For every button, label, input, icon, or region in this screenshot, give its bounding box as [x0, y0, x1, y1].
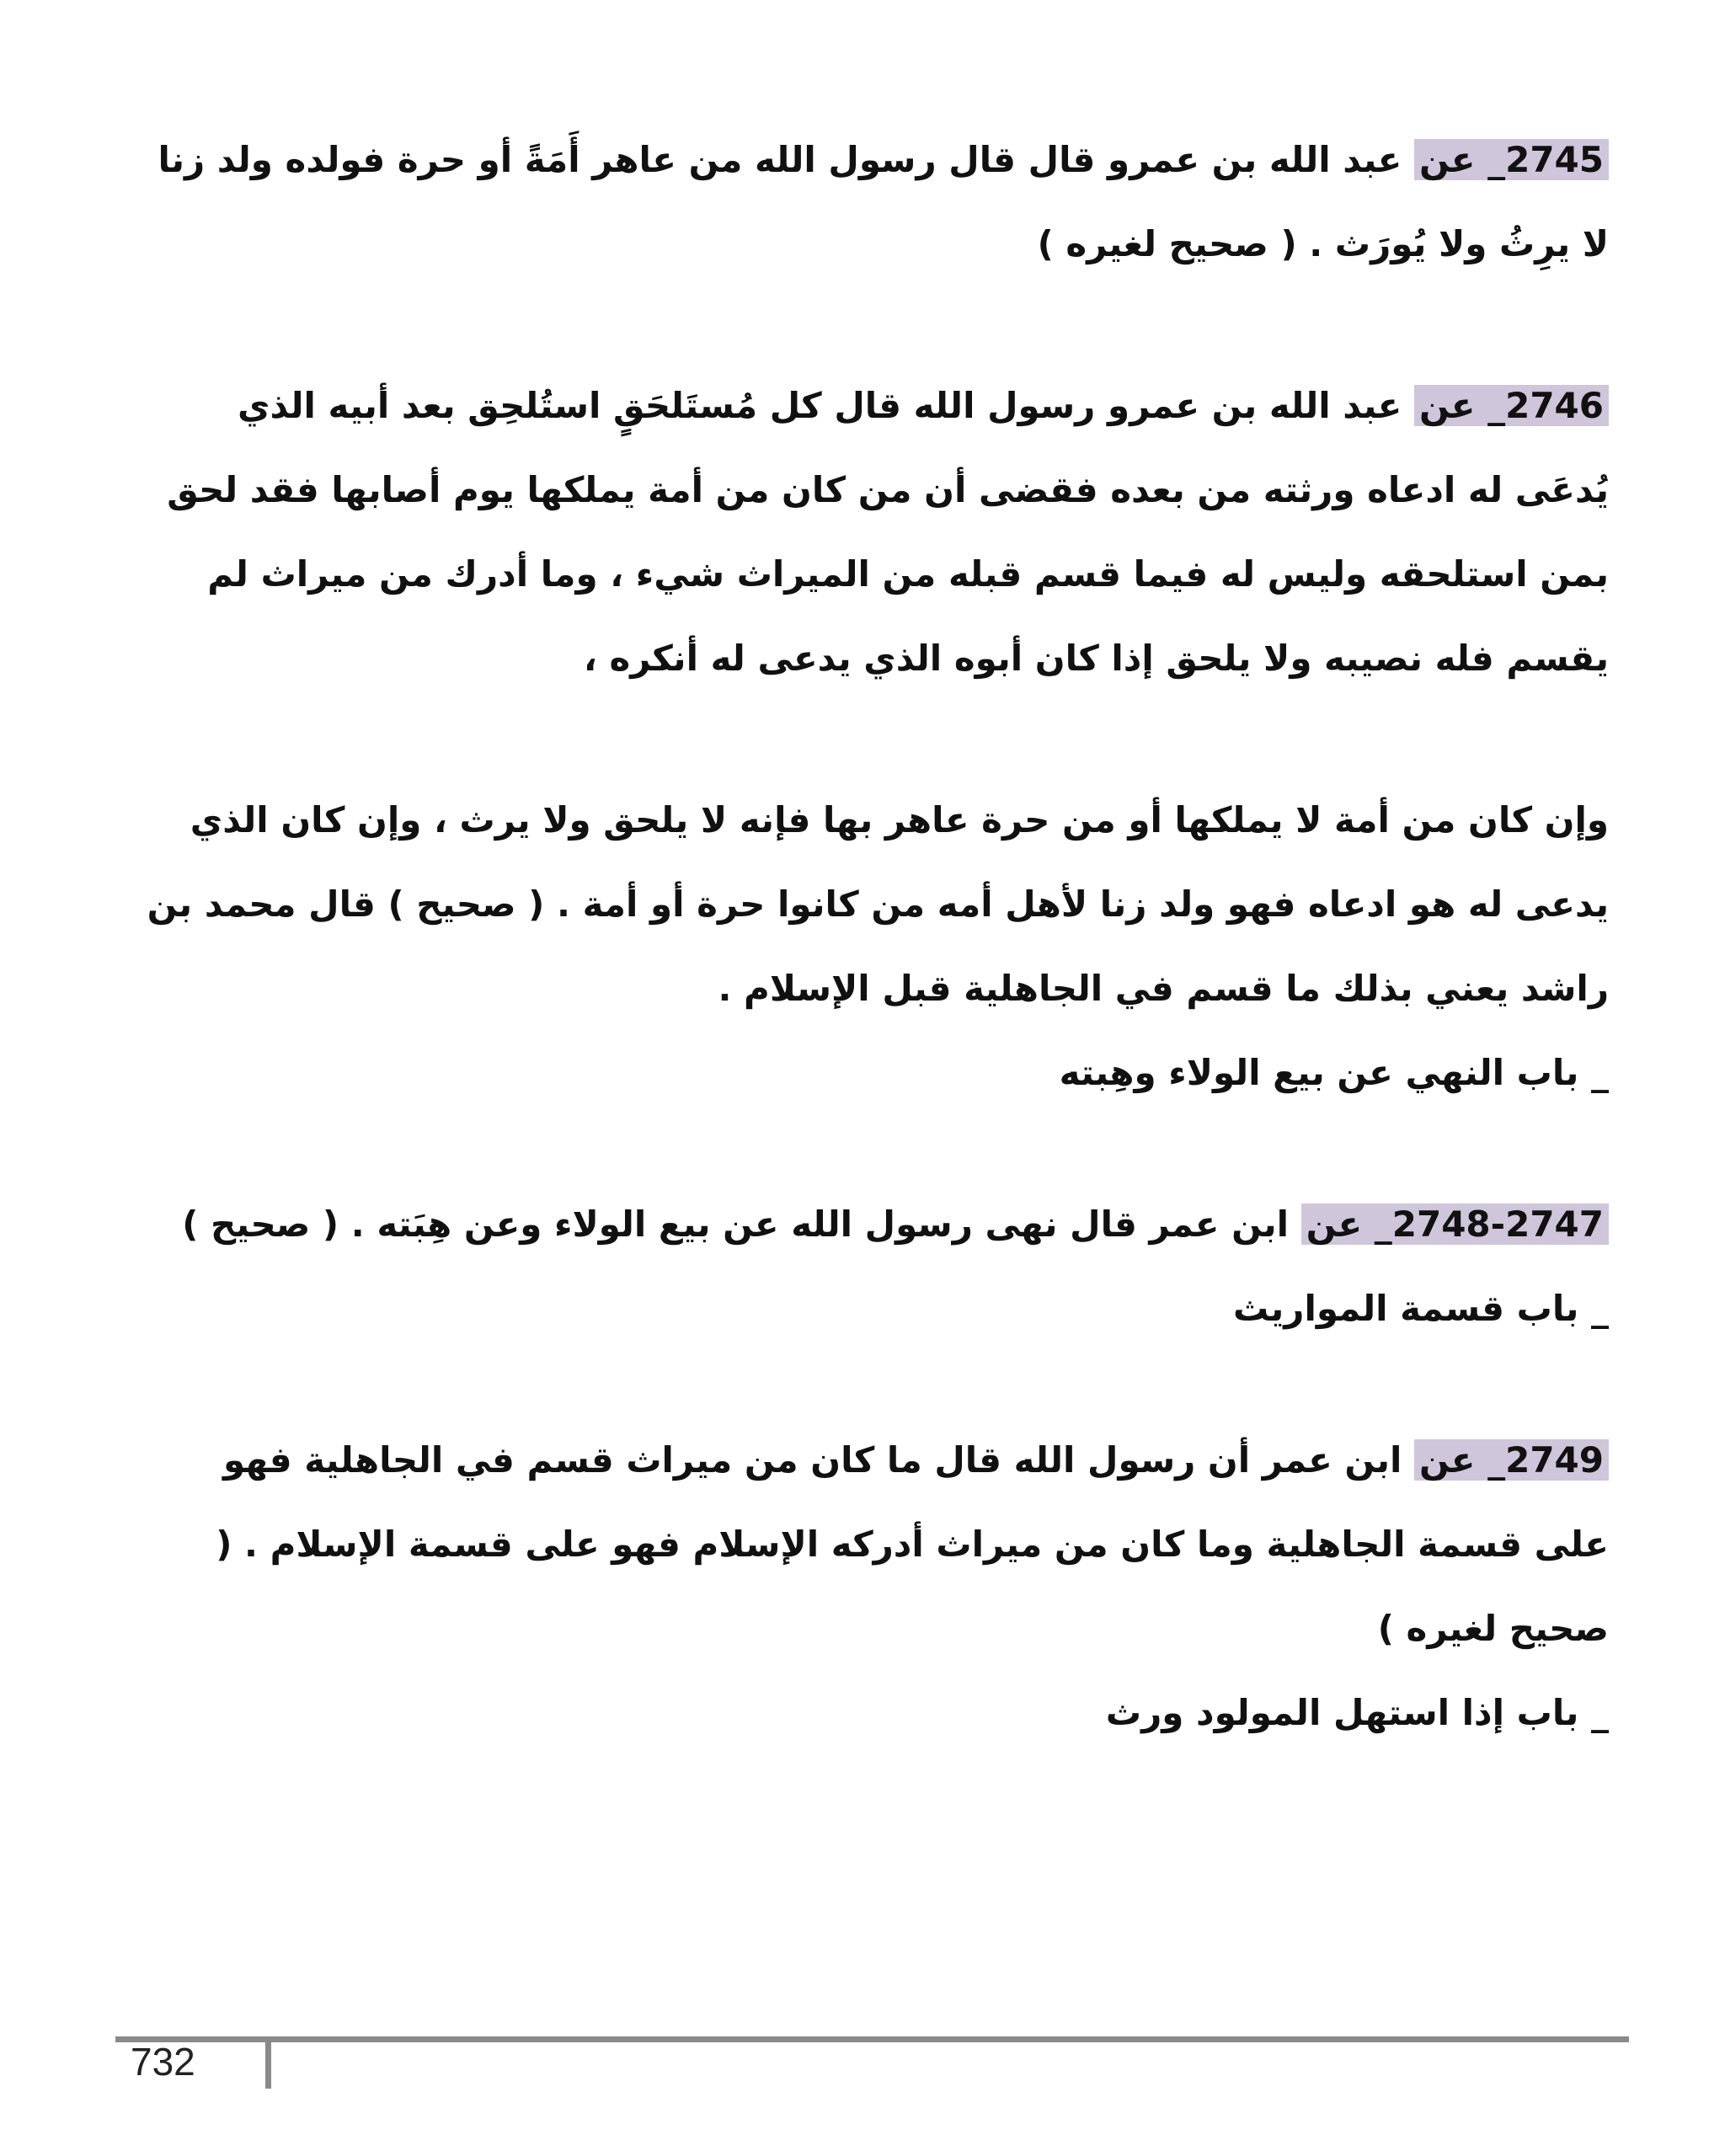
hadith-number-highlight: 2748-2747_ عن: [1301, 1203, 1609, 1245]
chapter-heading: _ باب إذا استهل المولود ورث: [1105, 1692, 1609, 1733]
hadith-2746-continuation: [143, 778, 1609, 1031]
page-number: 732: [131, 2040, 195, 2084]
hadith-2746: [143, 364, 1609, 701]
hadith-text: ابن عمر أن رسول الله قال ما كان من ميراث قسم في الجاهلية فهو على قسمة الجاهلية وما كان من ميراث أدركه الإسلام فهو على قسمة الإسلام . ( صحيح لغيره ): [216, 1439, 1609, 1649]
hadith-2745: [143, 118, 1609, 286]
hadith-2747-2748: [143, 1182, 1609, 1267]
chapter-heading: _ باب النهي عن بيع الولاء وهِبته: [1059, 1052, 1609, 1093]
hadith-2749: [143, 1418, 1609, 1671]
chapter-heading: _ باب قسمة المواريث: [1233, 1288, 1609, 1329]
page-content: [143, 118, 1609, 1755]
hadith-number-highlight: 2745_ عن: [1414, 139, 1609, 180]
footer-divider: [115, 2036, 1629, 2042]
hadith-text: عبد الله بن عمرو رسول الله قال كل مُستَلحَقٍ استُلحِق بعد أبيه الذي يُدعَى له ادعاه ورثته من بعده فقضى أن من كان من أمة يملكها يوم أصابها فقد لحق بمن استلحقه وليس له فيما قسم قبله من الميراث شيء ، وما أدرك من ميراث لم يقسم فله نصيبه ولا يلحق إذا كان أبوه الذي يدعى له أنكره ،: [167, 385, 1609, 679]
hadith-text: عبد الله بن عمرو قال قال رسول الله من عاهر أَمَةً أو حرة فولده ولد زنا لا يرِثُ ولا يُورَث . ( صحيح لغيره ): [158, 139, 1609, 264]
hadith-number-highlight: 2746_ عن: [1414, 385, 1609, 426]
footer-tick-mark: [265, 2036, 271, 2089]
hadith-text: ابن عمر قال نهى رسول الله عن بيع الولاء وعن هِبَته . ( صحيح ): [182, 1203, 1301, 1245]
hadith-text: وإن كان من أمة لا يملكها أو من حرة عاهر بها فإنه لا يلحق ولا يرث ، وإن كان الذي يدعى له هو ادعاه فهو ولد زنا لأهل أمه من كانوا حرة أو أمة . ( صحيح ) قال محمد بن راشد يعني بذلك ما قسم في الجاهلية قبل الإسلام .: [147, 799, 1609, 1009]
hadith-number-highlight: 2749_ عن: [1414, 1439, 1609, 1481]
